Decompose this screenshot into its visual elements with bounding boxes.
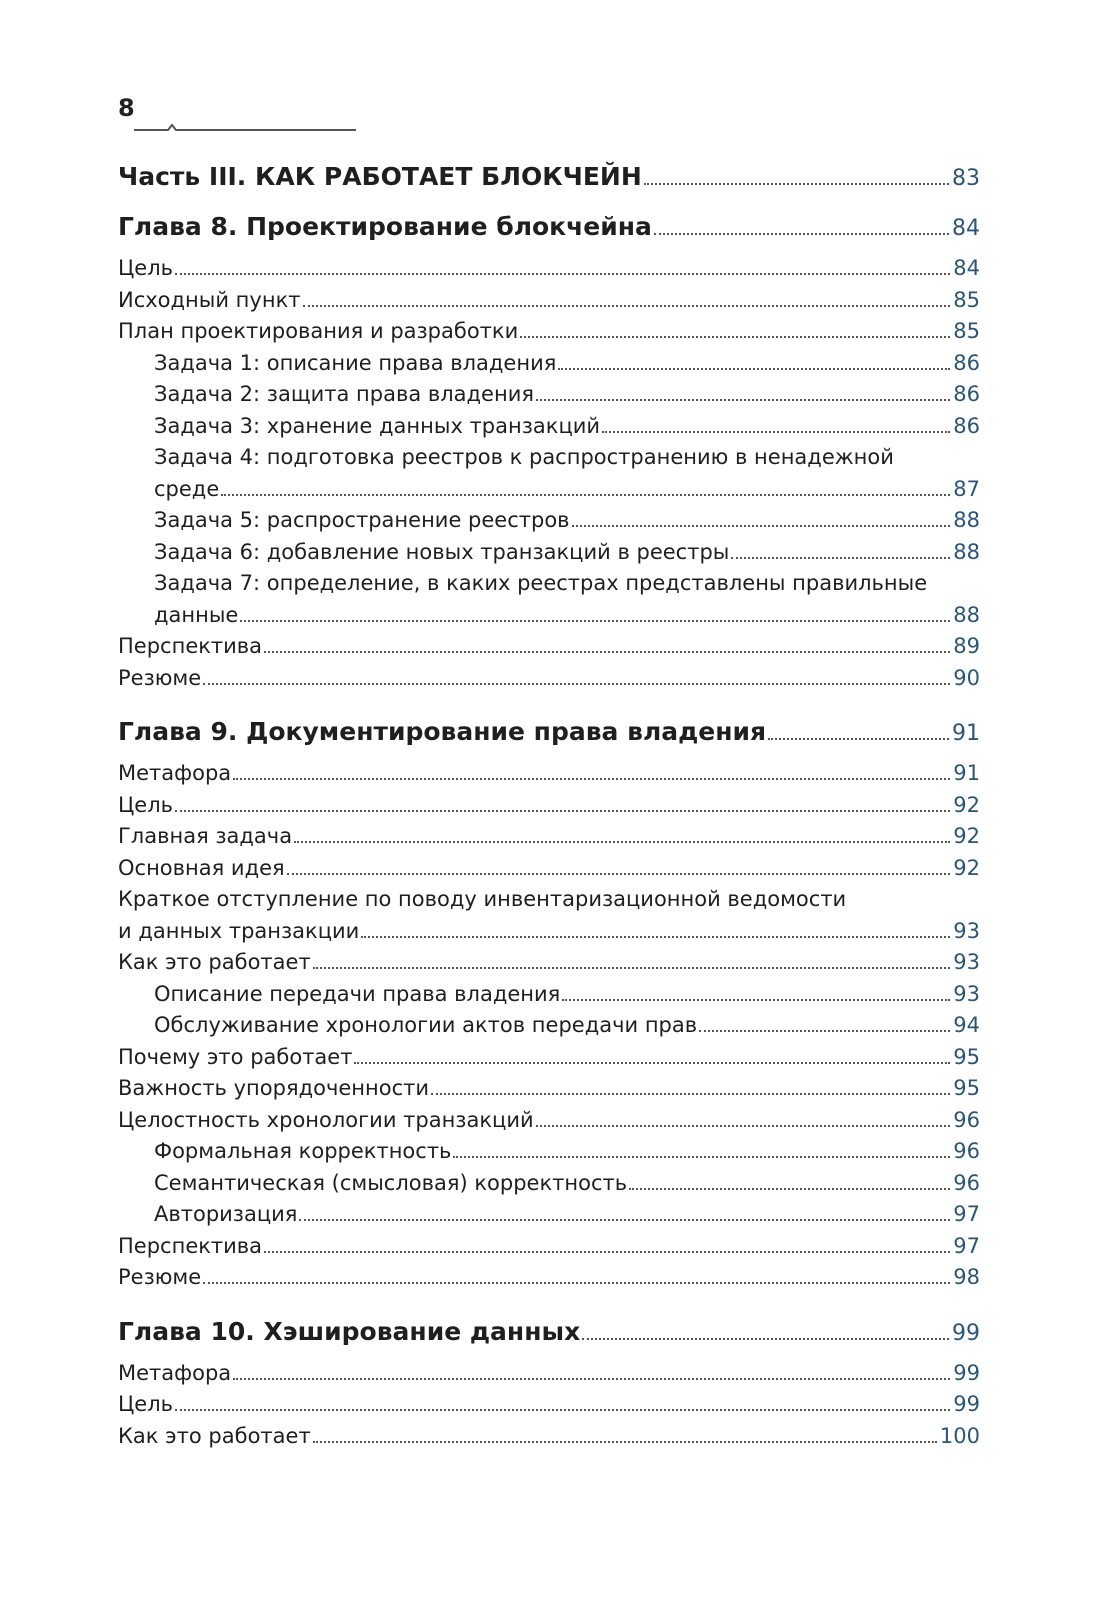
toc-subentry[interactable] — [118, 1171, 980, 1203]
toc-page-number: 96 — [953, 1139, 980, 1163]
toc-entry-title: Семантическая (смысловая) корректность — [154, 1170, 628, 1195]
toc-entry-title: Задача 5: распространение реестров — [154, 508, 570, 532]
toc-page-number: 88 — [953, 508, 980, 532]
toc-subentry[interactable] — [118, 382, 980, 414]
dot-leader — [572, 525, 951, 527]
toc-entry-title: Перспектива — [118, 1233, 263, 1258]
toc-chapter-title: Глава 8. Проектирование блокчейна — [118, 212, 652, 241]
dot-leader — [654, 233, 949, 235]
toc-page-number: 99 — [952, 1320, 980, 1346]
dot-leader — [294, 841, 950, 843]
dot-leader — [520, 336, 950, 338]
dot-leader — [731, 557, 950, 559]
toc-page-number: 86 — [953, 413, 980, 438]
toc-page-number: 99 — [953, 1392, 980, 1416]
dot-leader — [299, 1219, 950, 1221]
toc-entry[interactable] — [118, 256, 980, 288]
toc-subentry[interactable] — [118, 414, 980, 446]
toc-entry-title: Почему это работает — [118, 1044, 353, 1069]
toc-page-number: 91 — [953, 761, 980, 785]
toc-page-number: 93 — [953, 981, 980, 1006]
toc-page-number: 84 — [952, 216, 980, 241]
toc-entry-title: Авторизация — [154, 1202, 298, 1226]
toc-subentry[interactable] — [118, 1139, 980, 1171]
toc-subentry[interactable] — [118, 477, 980, 509]
toc-entry-title: Задача 6: добавление новых транзакций в реестры — [154, 539, 730, 564]
toc-page-number: 92 — [953, 855, 980, 880]
toc-page-number: 94 — [953, 1013, 980, 1037]
toc-page-number: 95 — [953, 1076, 980, 1100]
dot-leader — [313, 967, 951, 969]
toc-page-number: 97 — [953, 1233, 980, 1258]
toc-subentry[interactable] — [118, 603, 980, 635]
toc-page-number: 90 — [953, 665, 980, 690]
toc-entry-title: Задача 2: защита права владения — [154, 382, 534, 406]
dot-leader — [175, 810, 950, 812]
toc-page-number: 88 — [953, 602, 980, 627]
toc-entry[interactable] — [118, 919, 980, 951]
toc-entry-title: Метафора — [118, 1360, 232, 1385]
dot-leader — [558, 368, 950, 370]
toc-page-number: 89 — [953, 634, 980, 658]
toc-page-number: 99 — [953, 1360, 980, 1385]
toc-part-entry[interactable] — [118, 162, 980, 200]
toc-page-number: 85 — [953, 319, 980, 343]
toc-entry-title: Важность упорядоченности — [118, 1076, 430, 1100]
toc-subentry[interactable] — [118, 1202, 980, 1234]
toc-page-number: 100 — [939, 1423, 980, 1448]
dot-leader — [536, 399, 950, 401]
dot-leader — [221, 494, 950, 496]
toc-page-number: 93 — [953, 950, 980, 974]
toc-page-number: 86 — [953, 350, 980, 375]
toc-entry-title: Целостность хронологии транзакций — [118, 1107, 534, 1132]
toc-entry[interactable] — [118, 950, 980, 982]
toc-subentry[interactable] — [118, 508, 980, 540]
toc-entry[interactable] — [118, 856, 980, 888]
toc-entry[interactable] — [118, 793, 980, 825]
toc-page-number: 96 — [953, 1170, 980, 1195]
toc-entry-title: Описание передачи права владения — [154, 981, 561, 1006]
toc-part-title: Часть III. КАК РАБОТАЕТ БЛОКЧЕЙН — [118, 162, 642, 191]
toc-page-number: 91 — [952, 721, 980, 746]
toc-entry[interactable] — [118, 1265, 980, 1297]
dot-leader — [303, 305, 951, 307]
dot-leader — [536, 1125, 951, 1127]
toc-subentry-line: Задача 4: подготовка реестров к распространению в ненадежной — [154, 445, 894, 469]
toc-entry-title: данные — [154, 602, 239, 627]
toc-entry-title: Цель — [118, 1392, 174, 1416]
toc-page-number: 93 — [953, 918, 980, 943]
dot-leader — [699, 1030, 950, 1032]
dot-leader — [287, 873, 951, 875]
toc-page-number: 84 — [953, 256, 980, 280]
toc-entry[interactable] — [118, 319, 980, 351]
toc-entry-line: Краткое отступление по поводу инвентаризационной ведомости — [118, 887, 847, 911]
toc-page-number: 85 — [953, 287, 980, 312]
toc-page-number: 95 — [953, 1044, 980, 1069]
toc-entry-title: Формальная корректность — [154, 1139, 452, 1163]
toc-page-number: 86 — [953, 382, 980, 406]
toc-entry-title: Исходный пункт — [118, 287, 301, 312]
dot-leader — [203, 1282, 950, 1284]
toc-entry[interactable] — [118, 666, 980, 698]
toc-chapter-title: Глава 9. Документирование права владения — [118, 717, 767, 746]
toc-entry[interactable] — [118, 634, 980, 666]
toc-subentry[interactable] — [118, 540, 980, 572]
toc-entry[interactable] — [118, 1045, 980, 1077]
toc-entry-title: Как это работает — [118, 1423, 311, 1448]
toc-entry-title: и данных транзакции — [118, 918, 360, 943]
dot-leader — [233, 778, 950, 780]
dot-leader — [768, 738, 949, 740]
toc-entry[interactable] — [118, 1392, 980, 1424]
dot-leader — [453, 1156, 950, 1158]
toc-entry[interactable] — [118, 824, 980, 856]
dot-leader — [175, 273, 950, 275]
toc-page-number: 83 — [952, 166, 980, 191]
toc-entry[interactable] — [118, 1424, 980, 1456]
dot-leader — [175, 1409, 950, 1411]
toc-entry-title: Перспектива — [118, 634, 263, 658]
dot-leader — [233, 1378, 950, 1380]
dot-leader — [354, 1062, 950, 1064]
toc-page-number: 97 — [953, 1202, 980, 1226]
dot-leader — [361, 936, 950, 938]
toc-entry-title: Цель — [118, 256, 174, 280]
dot-leader — [629, 1188, 950, 1190]
toc-chapter-entry[interactable] — [118, 212, 980, 256]
toc-subentry[interactable] — [118, 1013, 980, 1045]
dot-leader — [313, 1441, 937, 1443]
dot-leader — [582, 1338, 949, 1340]
toc-entry-title: Цель — [118, 792, 174, 817]
toc-entry-title: среде — [154, 476, 220, 501]
toc-entry[interactable] — [118, 761, 980, 793]
page-number: 8 — [118, 94, 135, 122]
toc-entry-title: Главная задача — [118, 824, 293, 848]
header-rule — [134, 122, 356, 136]
dot-leader — [644, 183, 949, 185]
toc-entry-title: Как это работает — [118, 950, 311, 974]
dot-leader — [602, 431, 950, 433]
toc-page-number: 88 — [953, 539, 980, 564]
toc-entry-title: Метафора — [118, 761, 232, 785]
table-of-contents — [118, 162, 980, 1455]
toc-subentry[interactable] — [118, 351, 980, 383]
dot-leader — [240, 620, 950, 622]
dot-leader — [264, 1251, 950, 1253]
toc-entry[interactable] — [118, 1361, 980, 1393]
toc-entry[interactable] — [118, 288, 980, 320]
toc-entry-title: План проектирования и разработки — [118, 319, 519, 343]
toc-entry-title: Резюме — [118, 665, 202, 690]
toc-chapter-title: Глава 10. Хэширование данных — [118, 1316, 581, 1346]
toc-subentry-line: Задача 7: определение, в каких реестрах представлены правильные — [154, 571, 928, 595]
toc-entry-title: Задача 1: описание права владения — [154, 350, 557, 375]
toc-entry[interactable] — [118, 1234, 980, 1266]
toc-entry-title: Резюме — [118, 1265, 202, 1289]
toc-chapter-entry[interactable] — [118, 1317, 980, 1361]
dot-leader — [431, 1093, 950, 1095]
toc-chapter-entry[interactable] — [118, 717, 980, 761]
toc-entry-title: Основная идея — [118, 855, 285, 880]
toc-entry-title: Обслуживание хронологии актов передачи прав — [154, 1013, 698, 1037]
toc-entry-title: Задача 3: хранение данных транзакций — [154, 413, 601, 438]
toc-page-number: 92 — [953, 792, 980, 817]
toc-page-number: 98 — [953, 1265, 980, 1289]
dot-leader — [203, 683, 950, 685]
toc-page-number: 92 — [953, 824, 980, 848]
dot-leader — [562, 999, 950, 1001]
toc-page-number: 87 — [953, 476, 980, 501]
toc-entry[interactable] — [118, 1108, 980, 1140]
dot-leader — [264, 651, 950, 653]
toc-page-number: 96 — [953, 1107, 980, 1132]
toc-subentry[interactable] — [118, 982, 980, 1014]
toc-entry[interactable] — [118, 1076, 980, 1108]
